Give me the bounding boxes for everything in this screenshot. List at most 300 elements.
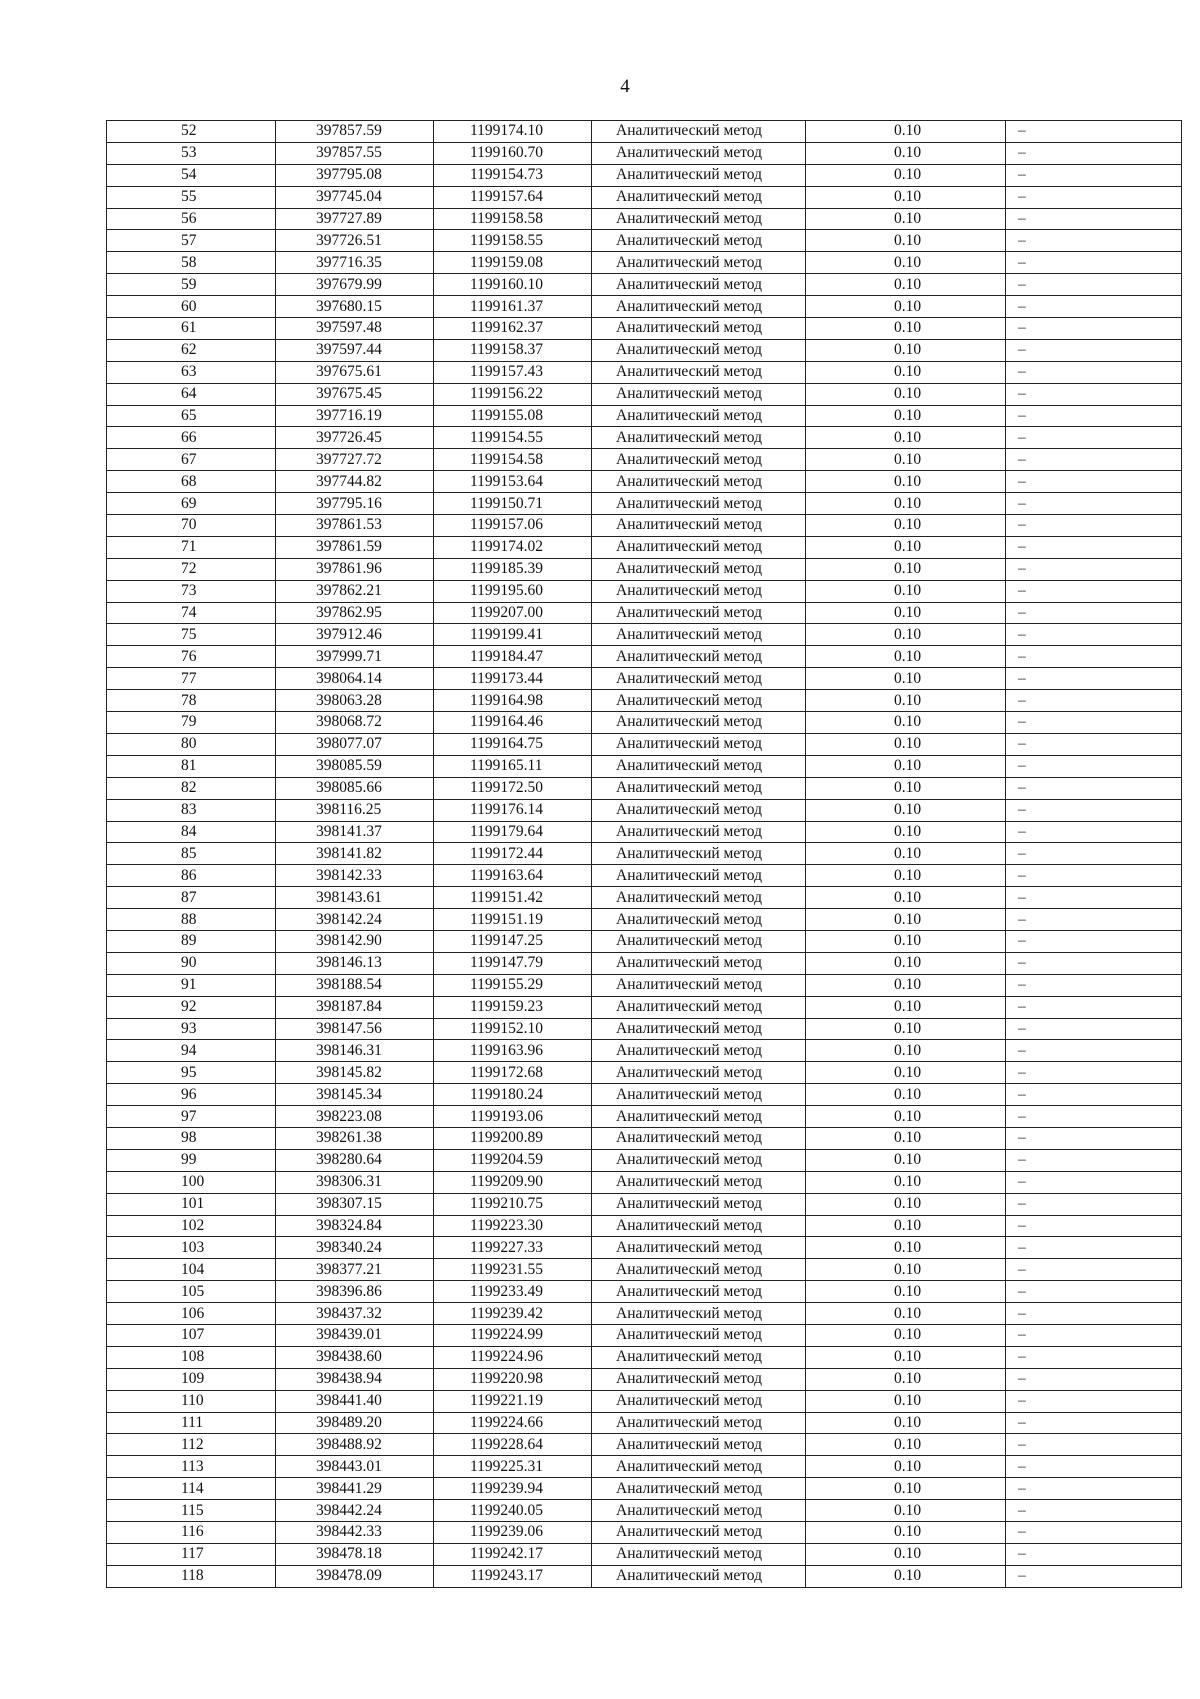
x-coordinate-cell: 397857.59 bbox=[276, 121, 434, 143]
y-coordinate-cell: 1199221.19 bbox=[434, 1390, 592, 1412]
y-coordinate-cell: 1199160.10 bbox=[434, 274, 592, 296]
table-row bbox=[107, 1412, 1182, 1434]
point-number-cell: 60 bbox=[107, 296, 276, 318]
method-cell: Аналитический метод bbox=[592, 1215, 806, 1237]
accuracy-cell: 0.10 bbox=[806, 1237, 1006, 1259]
x-coordinate-cell: 397745.04 bbox=[276, 186, 434, 208]
description-cell: – bbox=[1006, 1412, 1182, 1434]
accuracy-cell: 0.10 bbox=[806, 733, 1006, 755]
method-cell: Аналитический метод bbox=[592, 1281, 806, 1303]
description-cell: – bbox=[1006, 230, 1182, 252]
description-cell: – bbox=[1006, 164, 1182, 186]
method-cell: Аналитический метод bbox=[592, 1456, 806, 1478]
table-row bbox=[107, 1543, 1182, 1565]
accuracy-cell: 0.10 bbox=[806, 1456, 1006, 1478]
point-number-cell: 69 bbox=[107, 493, 276, 515]
x-coordinate-cell: 398377.21 bbox=[276, 1259, 434, 1281]
method-cell: Аналитический метод bbox=[592, 821, 806, 843]
point-number-cell: 75 bbox=[107, 624, 276, 646]
x-coordinate-cell: 398307.15 bbox=[276, 1193, 434, 1215]
method-cell: Аналитический метод bbox=[592, 843, 806, 865]
accuracy-cell: 0.10 bbox=[806, 1062, 1006, 1084]
point-number-cell: 70 bbox=[107, 515, 276, 537]
accuracy-cell: 0.10 bbox=[806, 318, 1006, 340]
method-cell: Аналитический метод bbox=[592, 1324, 806, 1346]
description-cell: – bbox=[1006, 1281, 1182, 1303]
point-number-cell: 96 bbox=[107, 1084, 276, 1106]
point-number-cell: 107 bbox=[107, 1324, 276, 1346]
x-coordinate-cell: 398223.08 bbox=[276, 1106, 434, 1128]
y-coordinate-cell: 1199173.44 bbox=[434, 668, 592, 690]
method-cell: Аналитический метод bbox=[592, 733, 806, 755]
description-cell: – bbox=[1006, 1215, 1182, 1237]
y-coordinate-cell: 1199164.75 bbox=[434, 733, 592, 755]
description-cell: – bbox=[1006, 887, 1182, 909]
y-coordinate-cell: 1199172.68 bbox=[434, 1062, 592, 1084]
y-coordinate-cell: 1199157.43 bbox=[434, 361, 592, 383]
table-row bbox=[107, 383, 1182, 405]
method-cell: Аналитический метод bbox=[592, 909, 806, 931]
table-row bbox=[107, 1522, 1182, 1544]
point-number-cell: 108 bbox=[107, 1346, 276, 1368]
description-cell: – bbox=[1006, 1018, 1182, 1040]
y-coordinate-cell: 1199228.64 bbox=[434, 1434, 592, 1456]
accuracy-cell: 0.10 bbox=[806, 1127, 1006, 1149]
accuracy-cell: 0.10 bbox=[806, 1149, 1006, 1171]
description-cell: – bbox=[1006, 1062, 1182, 1084]
x-coordinate-cell: 398142.33 bbox=[276, 865, 434, 887]
description-cell: – bbox=[1006, 493, 1182, 515]
table-row bbox=[107, 930, 1182, 952]
x-coordinate-cell: 398145.34 bbox=[276, 1084, 434, 1106]
method-cell: Аналитический метод bbox=[592, 121, 806, 143]
point-number-cell: 97 bbox=[107, 1106, 276, 1128]
x-coordinate-cell: 398478.09 bbox=[276, 1565, 434, 1587]
description-cell: – bbox=[1006, 952, 1182, 974]
accuracy-cell: 0.10 bbox=[806, 515, 1006, 537]
table-row bbox=[107, 602, 1182, 624]
method-cell: Аналитический метод bbox=[592, 1368, 806, 1390]
method-cell: Аналитический метод bbox=[592, 1412, 806, 1434]
y-coordinate-cell: 1199160.70 bbox=[434, 142, 592, 164]
y-coordinate-cell: 1199239.42 bbox=[434, 1303, 592, 1325]
method-cell: Аналитический метод bbox=[592, 252, 806, 274]
method-cell: Аналитический метод bbox=[592, 755, 806, 777]
description-cell: – bbox=[1006, 909, 1182, 931]
y-coordinate-cell: 1199151.42 bbox=[434, 887, 592, 909]
table-row bbox=[107, 208, 1182, 230]
description-cell: – bbox=[1006, 361, 1182, 383]
description-cell: – bbox=[1006, 668, 1182, 690]
accuracy-cell: 0.10 bbox=[806, 624, 1006, 646]
accuracy-cell: 0.10 bbox=[806, 558, 1006, 580]
accuracy-cell: 0.10 bbox=[806, 208, 1006, 230]
point-number-cell: 115 bbox=[107, 1500, 276, 1522]
description-cell: – bbox=[1006, 339, 1182, 361]
point-number-cell: 63 bbox=[107, 361, 276, 383]
point-number-cell: 94 bbox=[107, 1040, 276, 1062]
x-coordinate-cell: 398187.84 bbox=[276, 996, 434, 1018]
point-number-cell: 72 bbox=[107, 558, 276, 580]
y-coordinate-cell: 1199242.17 bbox=[434, 1543, 592, 1565]
accuracy-cell: 0.10 bbox=[806, 668, 1006, 690]
accuracy-cell: 0.10 bbox=[806, 712, 1006, 734]
method-cell: Аналитический метод bbox=[592, 427, 806, 449]
accuracy-cell: 0.10 bbox=[806, 1018, 1006, 1040]
x-coordinate-cell: 398438.94 bbox=[276, 1368, 434, 1390]
table-row bbox=[107, 1434, 1182, 1456]
x-coordinate-cell: 397862.21 bbox=[276, 580, 434, 602]
y-coordinate-cell: 1199157.64 bbox=[434, 186, 592, 208]
method-cell: Аналитический метод bbox=[592, 515, 806, 537]
accuracy-cell: 0.10 bbox=[806, 996, 1006, 1018]
x-coordinate-cell: 398146.31 bbox=[276, 1040, 434, 1062]
method-cell: Аналитический метод bbox=[592, 777, 806, 799]
y-coordinate-cell: 1199154.73 bbox=[434, 164, 592, 186]
table-row bbox=[107, 646, 1182, 668]
y-coordinate-cell: 1199185.39 bbox=[434, 558, 592, 580]
method-cell: Аналитический метод bbox=[592, 1171, 806, 1193]
y-coordinate-cell: 1199223.30 bbox=[434, 1215, 592, 1237]
accuracy-cell: 0.10 bbox=[806, 471, 1006, 493]
x-coordinate-cell: 398142.24 bbox=[276, 909, 434, 931]
x-coordinate-cell: 398306.31 bbox=[276, 1171, 434, 1193]
description-cell: – bbox=[1006, 1543, 1182, 1565]
description-cell: – bbox=[1006, 1434, 1182, 1456]
x-coordinate-cell: 398438.60 bbox=[276, 1346, 434, 1368]
y-coordinate-cell: 1199233.49 bbox=[434, 1281, 592, 1303]
accuracy-cell: 0.10 bbox=[806, 142, 1006, 164]
table-row bbox=[107, 755, 1182, 777]
x-coordinate-cell: 398064.14 bbox=[276, 668, 434, 690]
x-coordinate-cell: 398077.07 bbox=[276, 733, 434, 755]
method-cell: Аналитический метод bbox=[592, 1106, 806, 1128]
x-coordinate-cell: 397675.61 bbox=[276, 361, 434, 383]
x-coordinate-cell: 398478.18 bbox=[276, 1543, 434, 1565]
point-number-cell: 77 bbox=[107, 668, 276, 690]
x-coordinate-cell: 397857.55 bbox=[276, 142, 434, 164]
x-coordinate-cell: 397912.46 bbox=[276, 624, 434, 646]
page-number: 4 bbox=[620, 76, 630, 97]
x-coordinate-cell: 397675.45 bbox=[276, 383, 434, 405]
x-coordinate-cell: 398396.86 bbox=[276, 1281, 434, 1303]
description-cell: – bbox=[1006, 733, 1182, 755]
point-number-cell: 78 bbox=[107, 690, 276, 712]
table-row bbox=[107, 821, 1182, 843]
point-number-cell: 118 bbox=[107, 1565, 276, 1587]
table-row bbox=[107, 449, 1182, 471]
table-row bbox=[107, 164, 1182, 186]
method-cell: Аналитический метод bbox=[592, 383, 806, 405]
y-coordinate-cell: 1199147.79 bbox=[434, 952, 592, 974]
accuracy-cell: 0.10 bbox=[806, 865, 1006, 887]
table-row bbox=[107, 1040, 1182, 1062]
table-row bbox=[107, 777, 1182, 799]
x-coordinate-cell: 397744.82 bbox=[276, 471, 434, 493]
point-number-cell: 95 bbox=[107, 1062, 276, 1084]
accuracy-cell: 0.10 bbox=[806, 821, 1006, 843]
point-number-cell: 64 bbox=[107, 383, 276, 405]
accuracy-cell: 0.10 bbox=[806, 186, 1006, 208]
description-cell: – bbox=[1006, 1127, 1182, 1149]
table-row bbox=[107, 427, 1182, 449]
description-cell: – bbox=[1006, 1478, 1182, 1500]
table-row bbox=[107, 1193, 1182, 1215]
method-cell: Аналитический метод bbox=[592, 318, 806, 340]
method-cell: Аналитический метод bbox=[592, 602, 806, 624]
method-cell: Аналитический метод bbox=[592, 1303, 806, 1325]
point-number-cell: 99 bbox=[107, 1149, 276, 1171]
description-cell: – bbox=[1006, 1040, 1182, 1062]
description-cell: – bbox=[1006, 690, 1182, 712]
point-number-cell: 113 bbox=[107, 1456, 276, 1478]
table-row bbox=[107, 493, 1182, 515]
point-number-cell: 117 bbox=[107, 1543, 276, 1565]
y-coordinate-cell: 1199155.08 bbox=[434, 405, 592, 427]
point-number-cell: 58 bbox=[107, 252, 276, 274]
description-cell: – bbox=[1006, 536, 1182, 558]
point-number-cell: 67 bbox=[107, 449, 276, 471]
method-cell: Аналитический метод bbox=[592, 186, 806, 208]
point-number-cell: 102 bbox=[107, 1215, 276, 1237]
point-number-cell: 91 bbox=[107, 974, 276, 996]
method-cell: Аналитический метод bbox=[592, 361, 806, 383]
method-cell: Аналитический метод bbox=[592, 230, 806, 252]
description-cell: – bbox=[1006, 1500, 1182, 1522]
y-coordinate-cell: 1199240.05 bbox=[434, 1500, 592, 1522]
accuracy-cell: 0.10 bbox=[806, 274, 1006, 296]
point-number-cell: 52 bbox=[107, 121, 276, 143]
point-number-cell: 114 bbox=[107, 1478, 276, 1500]
point-number-cell: 93 bbox=[107, 1018, 276, 1040]
x-coordinate-cell: 398142.90 bbox=[276, 930, 434, 952]
accuracy-cell: 0.10 bbox=[806, 909, 1006, 931]
method-cell: Аналитический метод bbox=[592, 164, 806, 186]
table-row bbox=[107, 974, 1182, 996]
table-row bbox=[107, 1237, 1182, 1259]
method-cell: Аналитический метод bbox=[592, 405, 806, 427]
point-number-cell: 84 bbox=[107, 821, 276, 843]
y-coordinate-cell: 1199158.37 bbox=[434, 339, 592, 361]
description-cell: – bbox=[1006, 142, 1182, 164]
method-cell: Аналитический метод bbox=[592, 1259, 806, 1281]
method-cell: Аналитический метод bbox=[592, 1018, 806, 1040]
table-row bbox=[107, 361, 1182, 383]
y-coordinate-cell: 1199220.98 bbox=[434, 1368, 592, 1390]
x-coordinate-cell: 398489.20 bbox=[276, 1412, 434, 1434]
accuracy-cell: 0.10 bbox=[806, 1171, 1006, 1193]
description-cell: – bbox=[1006, 1237, 1182, 1259]
table-row bbox=[107, 624, 1182, 646]
y-coordinate-cell: 1199156.22 bbox=[434, 383, 592, 405]
x-coordinate-cell: 397597.48 bbox=[276, 318, 434, 340]
table-row bbox=[107, 843, 1182, 865]
table-row bbox=[107, 1565, 1182, 1587]
description-cell: – bbox=[1006, 1084, 1182, 1106]
point-number-cell: 71 bbox=[107, 536, 276, 558]
table-row bbox=[107, 405, 1182, 427]
y-coordinate-cell: 1199165.11 bbox=[434, 755, 592, 777]
accuracy-cell: 0.10 bbox=[806, 121, 1006, 143]
x-coordinate-cell: 398340.24 bbox=[276, 1237, 434, 1259]
method-cell: Аналитический метод bbox=[592, 930, 806, 952]
table-row bbox=[107, 952, 1182, 974]
point-number-cell: 68 bbox=[107, 471, 276, 493]
table-row bbox=[107, 318, 1182, 340]
y-coordinate-cell: 1199225.31 bbox=[434, 1456, 592, 1478]
method-cell: Аналитический метод bbox=[592, 1237, 806, 1259]
accuracy-cell: 0.10 bbox=[806, 1565, 1006, 1587]
method-cell: Аналитический метод bbox=[592, 1084, 806, 1106]
description-cell: – bbox=[1006, 558, 1182, 580]
accuracy-cell: 0.10 bbox=[806, 449, 1006, 471]
y-coordinate-cell: 1199164.98 bbox=[434, 690, 592, 712]
point-number-cell: 62 bbox=[107, 339, 276, 361]
x-coordinate-cell: 397716.35 bbox=[276, 252, 434, 274]
accuracy-cell: 0.10 bbox=[806, 361, 1006, 383]
accuracy-cell: 0.10 bbox=[806, 777, 1006, 799]
point-number-cell: 57 bbox=[107, 230, 276, 252]
accuracy-cell: 0.10 bbox=[806, 887, 1006, 909]
point-number-cell: 101 bbox=[107, 1193, 276, 1215]
description-cell: – bbox=[1006, 449, 1182, 471]
x-coordinate-cell: 398143.61 bbox=[276, 887, 434, 909]
description-cell: – bbox=[1006, 624, 1182, 646]
description-cell: – bbox=[1006, 602, 1182, 624]
table-row bbox=[107, 996, 1182, 1018]
method-cell: Аналитический метод bbox=[592, 580, 806, 602]
accuracy-cell: 0.10 bbox=[806, 690, 1006, 712]
method-cell: Аналитический метод bbox=[592, 558, 806, 580]
accuracy-cell: 0.10 bbox=[806, 1346, 1006, 1368]
method-cell: Аналитический метод bbox=[592, 624, 806, 646]
accuracy-cell: 0.10 bbox=[806, 1215, 1006, 1237]
table-row bbox=[107, 558, 1182, 580]
point-number-cell: 65 bbox=[107, 405, 276, 427]
method-cell: Аналитический метод bbox=[592, 274, 806, 296]
method-cell: Аналитический метод bbox=[592, 690, 806, 712]
method-cell: Аналитический метод bbox=[592, 1543, 806, 1565]
y-coordinate-cell: 1199176.14 bbox=[434, 799, 592, 821]
y-coordinate-cell: 1199224.96 bbox=[434, 1346, 592, 1368]
description-cell: – bbox=[1006, 1324, 1182, 1346]
table-row bbox=[107, 733, 1182, 755]
method-cell: Аналитический метод bbox=[592, 1062, 806, 1084]
accuracy-cell: 0.10 bbox=[806, 252, 1006, 274]
description-cell: – bbox=[1006, 865, 1182, 887]
point-number-cell: 109 bbox=[107, 1368, 276, 1390]
accuracy-cell: 0.10 bbox=[806, 843, 1006, 865]
accuracy-cell: 0.10 bbox=[806, 799, 1006, 821]
table-row bbox=[107, 909, 1182, 931]
y-coordinate-cell: 1199159.08 bbox=[434, 252, 592, 274]
point-number-cell: 55 bbox=[107, 186, 276, 208]
accuracy-cell: 0.10 bbox=[806, 427, 1006, 449]
description-cell: – bbox=[1006, 405, 1182, 427]
method-cell: Аналитический метод bbox=[592, 712, 806, 734]
table-row bbox=[107, 1346, 1182, 1368]
table-row bbox=[107, 252, 1182, 274]
method-cell: Аналитический метод bbox=[592, 799, 806, 821]
table-row bbox=[107, 536, 1182, 558]
x-coordinate-cell: 397727.72 bbox=[276, 449, 434, 471]
x-coordinate-cell: 397862.95 bbox=[276, 602, 434, 624]
x-coordinate-cell: 397679.99 bbox=[276, 274, 434, 296]
y-coordinate-cell: 1199158.55 bbox=[434, 230, 592, 252]
description-cell: – bbox=[1006, 1193, 1182, 1215]
description-cell: – bbox=[1006, 777, 1182, 799]
accuracy-cell: 0.10 bbox=[806, 339, 1006, 361]
accuracy-cell: 0.10 bbox=[806, 755, 1006, 777]
accuracy-cell: 0.10 bbox=[806, 1434, 1006, 1456]
method-cell: Аналитический метод bbox=[592, 339, 806, 361]
point-number-cell: 80 bbox=[107, 733, 276, 755]
description-cell: – bbox=[1006, 1171, 1182, 1193]
accuracy-cell: 0.10 bbox=[806, 230, 1006, 252]
description-cell: – bbox=[1006, 515, 1182, 537]
method-cell: Аналитический метод bbox=[592, 493, 806, 515]
y-coordinate-cell: 1199172.44 bbox=[434, 843, 592, 865]
x-coordinate-cell: 398063.28 bbox=[276, 690, 434, 712]
accuracy-cell: 0.10 bbox=[806, 1412, 1006, 1434]
x-coordinate-cell: 397726.51 bbox=[276, 230, 434, 252]
x-coordinate-cell: 398116.25 bbox=[276, 799, 434, 821]
description-cell: – bbox=[1006, 296, 1182, 318]
y-coordinate-cell: 1199159.23 bbox=[434, 996, 592, 1018]
point-number-cell: 111 bbox=[107, 1412, 276, 1434]
table-row bbox=[107, 865, 1182, 887]
point-number-cell: 56 bbox=[107, 208, 276, 230]
point-number-cell: 110 bbox=[107, 1390, 276, 1412]
x-coordinate-cell: 398188.54 bbox=[276, 974, 434, 996]
x-coordinate-cell: 398085.66 bbox=[276, 777, 434, 799]
accuracy-cell: 0.10 bbox=[806, 1368, 1006, 1390]
description-cell: – bbox=[1006, 580, 1182, 602]
description-cell: – bbox=[1006, 318, 1182, 340]
table-row bbox=[107, 1303, 1182, 1325]
description-cell: – bbox=[1006, 821, 1182, 843]
table-row bbox=[107, 471, 1182, 493]
point-number-cell: 83 bbox=[107, 799, 276, 821]
description-cell: – bbox=[1006, 930, 1182, 952]
method-cell: Аналитический метод bbox=[592, 536, 806, 558]
point-number-cell: 104 bbox=[107, 1259, 276, 1281]
x-coordinate-cell: 398442.33 bbox=[276, 1522, 434, 1544]
accuracy-cell: 0.10 bbox=[806, 1324, 1006, 1346]
y-coordinate-cell: 1199193.06 bbox=[434, 1106, 592, 1128]
table-row bbox=[107, 1171, 1182, 1193]
y-coordinate-cell: 1199180.24 bbox=[434, 1084, 592, 1106]
description-cell: – bbox=[1006, 383, 1182, 405]
description-cell: – bbox=[1006, 1390, 1182, 1412]
y-coordinate-cell: 1199174.10 bbox=[434, 121, 592, 143]
x-coordinate-cell: 397680.15 bbox=[276, 296, 434, 318]
accuracy-cell: 0.10 bbox=[806, 580, 1006, 602]
y-coordinate-cell: 1199204.59 bbox=[434, 1149, 592, 1171]
y-coordinate-cell: 1199184.47 bbox=[434, 646, 592, 668]
description-cell: – bbox=[1006, 427, 1182, 449]
description-cell: – bbox=[1006, 274, 1182, 296]
point-number-cell: 87 bbox=[107, 887, 276, 909]
table-row bbox=[107, 186, 1182, 208]
point-number-cell: 79 bbox=[107, 712, 276, 734]
x-coordinate-cell: 398261.38 bbox=[276, 1127, 434, 1149]
description-cell: – bbox=[1006, 843, 1182, 865]
method-cell: Аналитический метод bbox=[592, 1434, 806, 1456]
table-row bbox=[107, 515, 1182, 537]
table-row bbox=[107, 339, 1182, 361]
table-row bbox=[107, 121, 1182, 143]
